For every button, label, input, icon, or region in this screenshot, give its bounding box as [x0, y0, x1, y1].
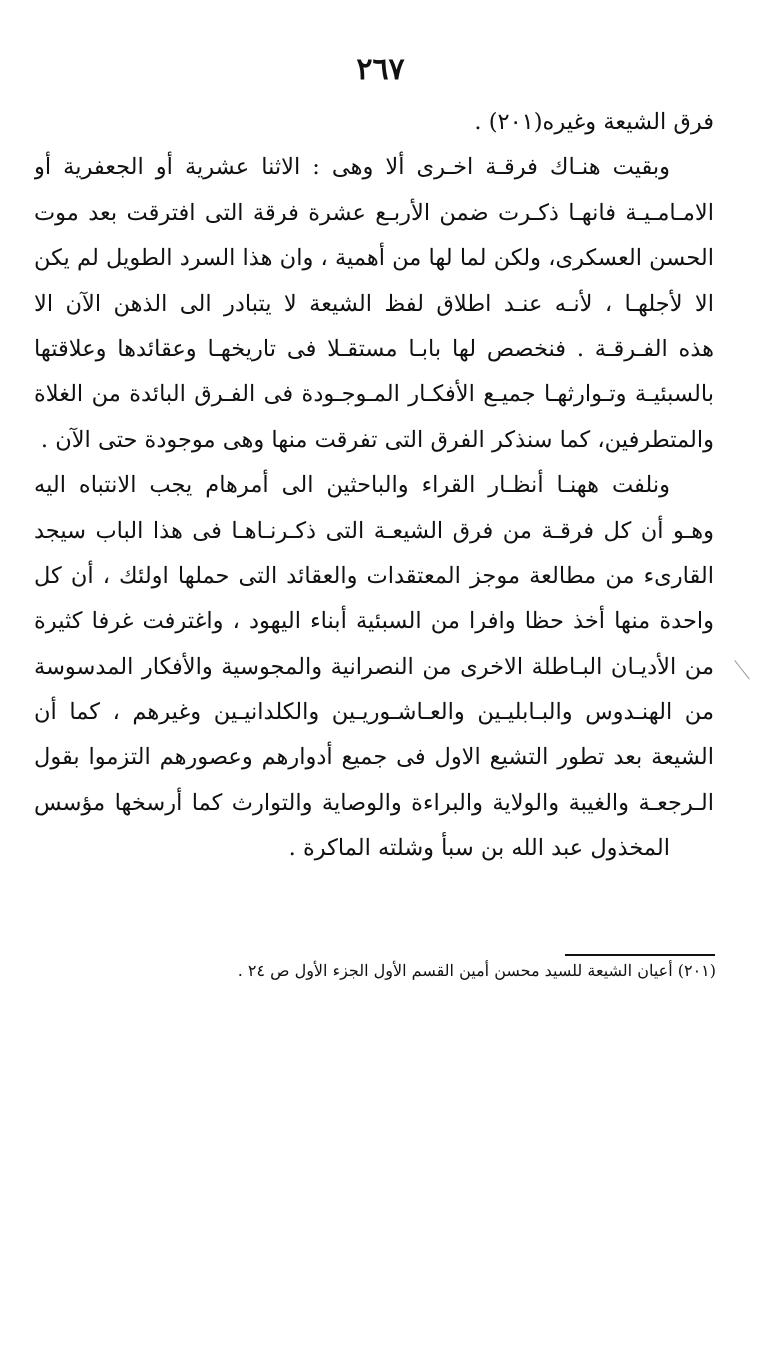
- text-line: المخذول عبد الله بن سبأ وشلته الماكرة .: [288, 835, 670, 862]
- page-number: ٢٦٧: [356, 52, 405, 87]
- text-line: من الأديـان البـاطلة الاخرى من النصرانية والمجوسية والأفكار المدسوسة: [34, 653, 714, 680]
- text-line: هذه الفـرقـة . فنخصص لها بابـا مستقـلا فى تاريخهـا وعقائدها وعلاقتها: [34, 335, 714, 362]
- body-text: [34, 100, 714, 872]
- text-line: وهـو أن كل فرقـة من فرق الشيعـة التى ذكـرنـاهـا فى هذا الباب سيجد: [34, 517, 714, 544]
- text-line: الا لأجلهـا ، لأنـه عنـد اطلاق لفظ الشيعة لا يتبادر الى الذهن الآن الا: [34, 290, 714, 317]
- text-line: واحدة منها أخذ حظا وافرا من السبئية أبناء اليهود ، واغترفت غرفا كثيرة: [34, 608, 714, 635]
- margin-scratch-mark: [734, 660, 750, 680]
- footnote: (٢٠١) أعيان الشيعة للسيد محسن أمين القسم الأول الجزء الأول ص ٢٤ .: [237, 961, 716, 980]
- text-line: الـرجعـة والغيبة والولاية والبراءة والوصاية والتوارث كما أرسخها مؤسس: [34, 789, 714, 816]
- text-line: الشيعة بعد تطور التشيع الاول فى جميع أدوارهم وعصورهم التزموا بقول: [34, 744, 714, 771]
- text-line: الامـامـيـة فانهـا ذكـرت ضمن الأربـع عشرة فرقة التى افترقت بعد موت: [34, 199, 714, 226]
- text-line: من الهنـدوس والبـابليـين والعـاشـوريـين والكلدانيـين وغيرهم ، كما أن: [34, 699, 714, 726]
- text-line: القارىء من مطالعة موجز المعتقدات والعقائد التى حملها اولئك ، أن كل: [34, 562, 714, 589]
- text-line: ونلفت ههنـا أنظـار القراء والباحثين الى أمرهام يجب الانتباه اليه: [34, 472, 670, 499]
- text-line: بالسبئيـة وتـوارثهـا جميـع الأفكـار المـوجـودة فى الفـرق البائدة من الغلاة: [34, 381, 714, 408]
- text-line: فرق الشيعة وغيره(٢٠١) .: [474, 109, 714, 135]
- text-line: وبقيت هنـاك فرقـة اخـرى ألا وهى : الاثنا عشرية أو الجعفرية أو: [34, 154, 670, 181]
- text-line: الحسن العسكرى، ولكن لما لها من أهمية ، وان هذا السرد الطويل لم يكن: [34, 245, 714, 272]
- text-line: والمتطرفين، كما سنذكر الفرق التى تفرقت منها وهى موجودة حتى الآن .: [40, 426, 714, 453]
- footnote-divider: [565, 954, 715, 956]
